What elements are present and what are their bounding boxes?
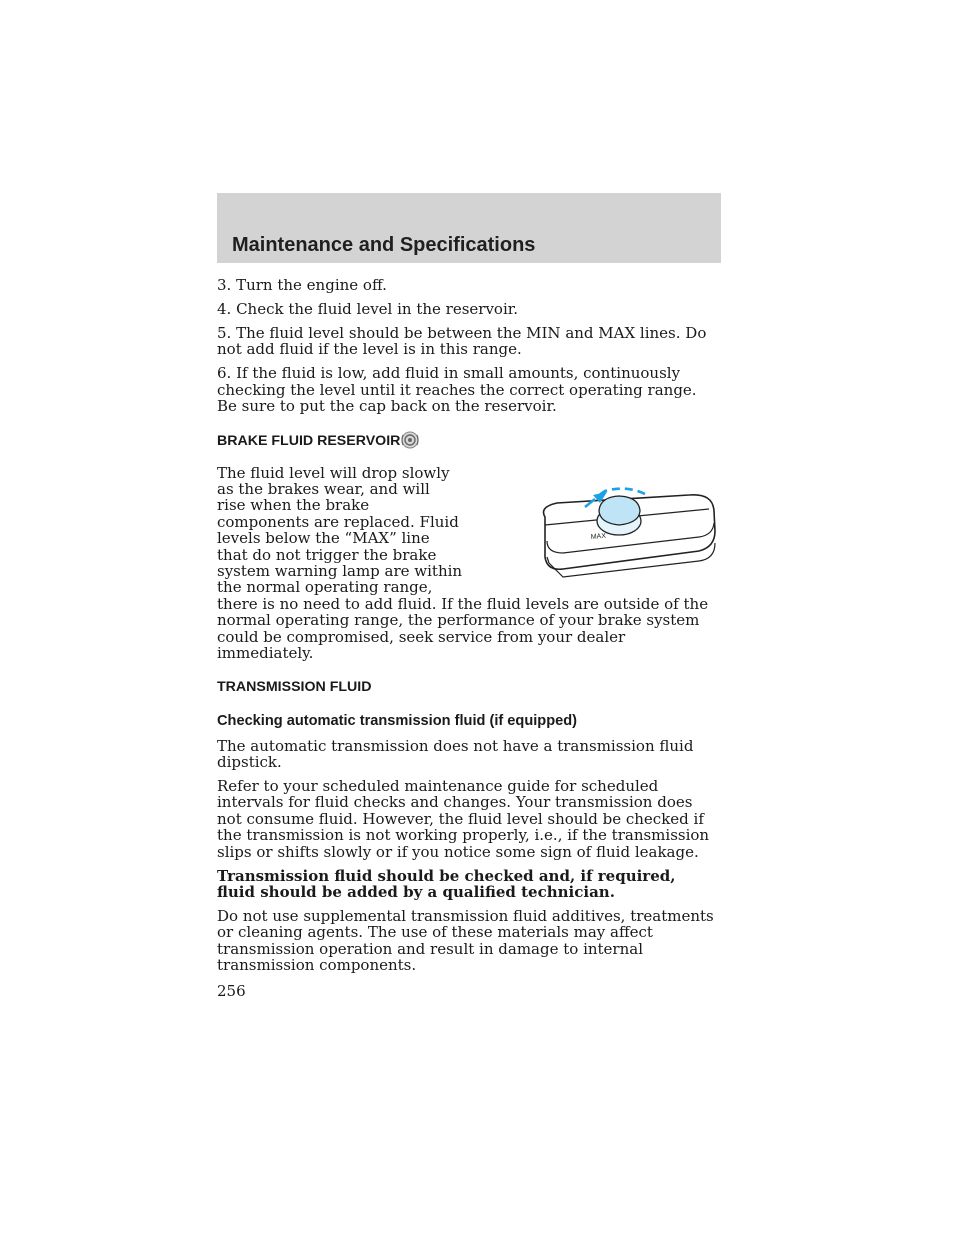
brake-fluid-paragraph: The fluid level will drop slowly as the brakes wear, and will rise when the brake components are replaced. Fluid levels below the “MAX” line that do not trigger the brake system warning lamp are within the normal operating range, there is no need to add fluid. If the fluid levels are outside of the normal operating range, the performance of your brake system could be compromised, seek service from your dealer immediately.	[217, 463, 709, 663]
page-content	[217, 277, 717, 981]
page-title: Maintenance and Specifications	[232, 234, 536, 256]
transmission-closing-paragraph: Do not use supplemental transmission fluid additives, treatments or cleaning agents. The use of these materials may affect transmission operation and result in damage to internal transmission components.	[217, 906, 714, 975]
transmission-fluid-heading: TRANSMISSION FLUID	[217, 678, 372, 695]
max-line-label: MAX	[590, 532, 607, 541]
transmission-check-subheading: Checking automatic transmission fluid (if equipped)	[217, 712, 578, 729]
brake-fluid-symbol-icon	[401, 431, 419, 453]
transmission-paragraph-2: Refer to your scheduled maintenance guide for scheduled intervals for fluid checks and changes. Your transmission does not consume fluid. However, the fluid level should be checked if the transmission is not working properly, i.e., if the transmission slips or shifts slowly or if you notice some sign of fluid leakage.	[217, 776, 710, 861]
brake-fluid-heading	[217, 431, 717, 453]
page-number: 256	[217, 982, 246, 1000]
section-header-band	[217, 193, 721, 263]
brake-reservoir-figure	[467, 459, 717, 584]
step-3: 3. Turn the engine off.	[217, 276, 387, 294]
step-4: 4. Check the fluid level in the reservoir.	[217, 300, 519, 318]
transmission-paragraph-1: The automatic transmission does not have a transmission fluid dipstick.	[217, 736, 694, 771]
transmission-warning: Transmission fluid should be checked and, if required, fluid should be added by a qualified technician.	[217, 866, 676, 901]
step-5: 5. The fluid level should be between the MIN and MAX lines. Do not add fluid if the level is in this range.	[217, 324, 707, 359]
brake-fluid-block	[217, 465, 717, 662]
step-6: 6. If the fluid is low, add fluid in small amounts, continuously checking the level until it reaches the correct operating range. Be sure to put the cap back on the reservoir.	[217, 364, 697, 416]
brake-fluid-heading-text: BRAKE FLUID RESERVOIR	[217, 432, 401, 449]
reservoir-cap	[597, 496, 641, 535]
